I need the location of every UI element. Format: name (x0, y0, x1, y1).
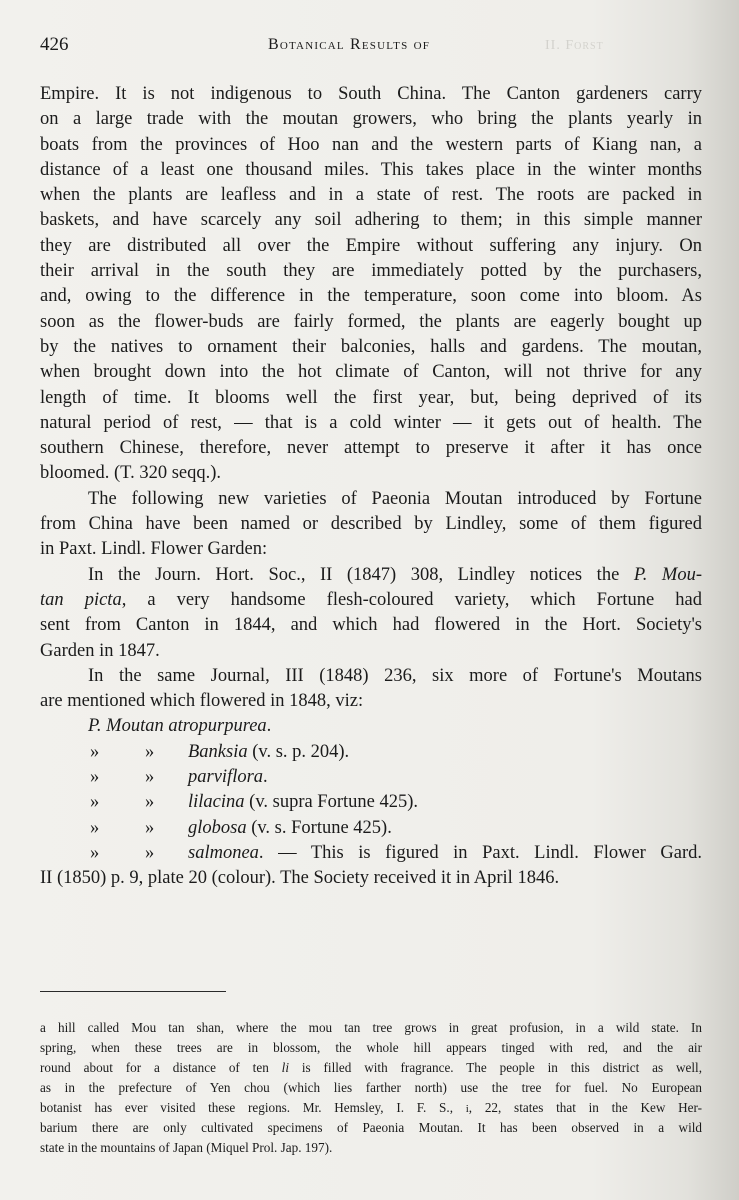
text-line: southern Chinese, therefore, never attempt to preserve it after it has once (40, 438, 702, 459)
ditto-mark: » (145, 767, 155, 788)
text-line: distance of a least one thousand miles. This takes place in the winter months (40, 159, 702, 180)
text-line (40, 563, 702, 588)
running-head: Botanical Results of (268, 36, 431, 53)
footnote (40, 1018, 702, 1158)
variety-name: lilacina (188, 792, 245, 813)
footnote-line: as in the prefecture of Yen chou (which lies farther north) use the tree for fuel. No European (40, 1080, 702, 1095)
text-line: their arrival in the south they are immediately potted by the purchasers, (40, 261, 702, 282)
variety-note: (v. s. Fortune 425). (246, 817, 392, 838)
text-line: II (1850) p. 9, plate 20 (colour). The Society received it in April 1846. (40, 868, 560, 889)
footnote-line: state in the mountains of Japan (Miquel Prol. Jap. 197). (40, 1140, 333, 1155)
text-line: sent from Canton in 1844, and which had flowered in the Hort. Society's (40, 615, 702, 636)
text-line: bloomed. (T. 320 seqq.). (40, 463, 222, 484)
text-run: , 22, states that in the Kew Her- (468, 1100, 702, 1115)
variety-note: . (263, 767, 268, 788)
text-line: they are distributed all over the Empire without suffering any injury. On (40, 235, 702, 256)
text-run: botanist has ever visited these regions. Mr. Hemsley, I. F. S., (40, 1100, 466, 1115)
ditto-mark: » (145, 842, 155, 863)
page-number: 426 (40, 34, 69, 55)
text-run: round about for a distance of ten (40, 1060, 282, 1075)
species-name: tan picta (40, 589, 122, 610)
text-line: natural period of rest, — that is a cold winter — it gets out of health. The (40, 412, 702, 433)
variety-note: . — This is figured in Paxt. Lindl. Flower Gard. (258, 842, 702, 863)
text-line: soon as the flower-buds are fairly formed, the plants are eagerly bought up (40, 311, 702, 332)
variety-name: atropurpurea (168, 716, 267, 737)
text-line: baskets, and have scarcely any soil adhering to them; in this simple manner (40, 210, 702, 231)
ditto-mark: » (90, 792, 100, 813)
page-header (40, 34, 700, 58)
text-line (40, 588, 702, 613)
text-line: and, owing to the difference in the temperature, soon come into bloom. As (40, 286, 702, 307)
footnote-line (40, 1058, 702, 1078)
species-name: P. Mou- (633, 564, 702, 585)
text-run: In the Journ. Hort. Soc., II (1847) 308, Lindley notices the (88, 564, 634, 585)
text-line: on a large trade with the moutan growers, who bring the plants yearly in (40, 109, 702, 130)
footnote-rule (40, 991, 226, 992)
text-run: , a very handsome flesh-coloured variety, which Fortune had (121, 589, 702, 610)
variety-list-item (40, 740, 702, 765)
variety-name: salmonea (188, 842, 259, 863)
ditto-mark: » (145, 817, 155, 838)
footnote-line: barium there are only cultivated specimens of Paeonia Moutan. It has been observed in a wild (40, 1120, 702, 1135)
main-text (40, 82, 702, 892)
species-name: P. Moutan (88, 716, 164, 737)
variety-list-head (40, 714, 702, 739)
text-line: from China have been named or described by Lindley, some of them figured (40, 514, 702, 535)
ditto-mark: » (145, 741, 155, 762)
text-line: when the plants are leafless and in a state of rest. The roots are packed in (40, 185, 702, 206)
variety-line (188, 790, 418, 815)
variety-name: globosa (188, 817, 247, 838)
bleed-through-text: II. Forst (545, 38, 604, 53)
text-line: when brought down into the hot climate of Canton, will not thrive for any (40, 362, 702, 383)
chinese-term: li (281, 1060, 289, 1075)
text-line: The following new varieties of Paeonia Moutan introduced by Fortune (88, 488, 702, 509)
footnote-line: a hill called Mou tan shan, where the mou tan tree grows in great profusion, in a wild state. In (40, 1020, 702, 1035)
variety-name: Banksia (188, 741, 248, 762)
ditto-mark: » (90, 767, 100, 788)
variety-note: (v. supra Fortune 425). (244, 792, 419, 813)
variety-line (188, 765, 268, 790)
text-line: boats from the provinces of Hoo nan and the western parts of Kiang nan, a (40, 134, 702, 155)
variety-list-item (40, 816, 702, 841)
variety-list-item (40, 841, 702, 866)
variety-note: (v. s. p. 204). (247, 741, 350, 762)
variety-line (188, 841, 702, 866)
variety-name: parviflora (188, 767, 264, 788)
ditto-mark: » (90, 817, 100, 838)
footnote-line (40, 1098, 702, 1118)
ditto-mark: » (90, 842, 100, 863)
volume-numeral: i (465, 1103, 469, 1115)
text-line: Empire. It is not indigenous to South China. The Canton gardeners carry (40, 84, 702, 104)
variety-list-item (40, 790, 702, 815)
variety-line: P. Moutan atropurpurea. (88, 716, 272, 737)
ditto-mark: » (90, 741, 100, 762)
text-line: length of time. It blooms well the first year, but, being deprived of its (40, 387, 702, 408)
text-line: by the natives to ornament their balconies, halls and gardens. The moutan, (40, 336, 702, 357)
text-line: in Paxt. Lindl. Flower Garden: (40, 539, 268, 560)
variety-list-item (40, 765, 702, 790)
ditto-mark: » (145, 792, 155, 813)
text-line: are mentioned which flowered in 1848, viz: (40, 691, 364, 712)
text-line: In the same Journal, III (1848) 236, six more of Fortune's Moutans (88, 665, 702, 686)
footnote-line: spring, when these trees are in blossom, the whole hill appears tinged with red, and the air (40, 1040, 702, 1055)
text-run: is filled with fragrance. The people in this district as well, (289, 1060, 703, 1075)
text-line: Garden in 1847. (40, 640, 160, 661)
variety-line (188, 740, 349, 765)
variety-line (188, 816, 392, 841)
